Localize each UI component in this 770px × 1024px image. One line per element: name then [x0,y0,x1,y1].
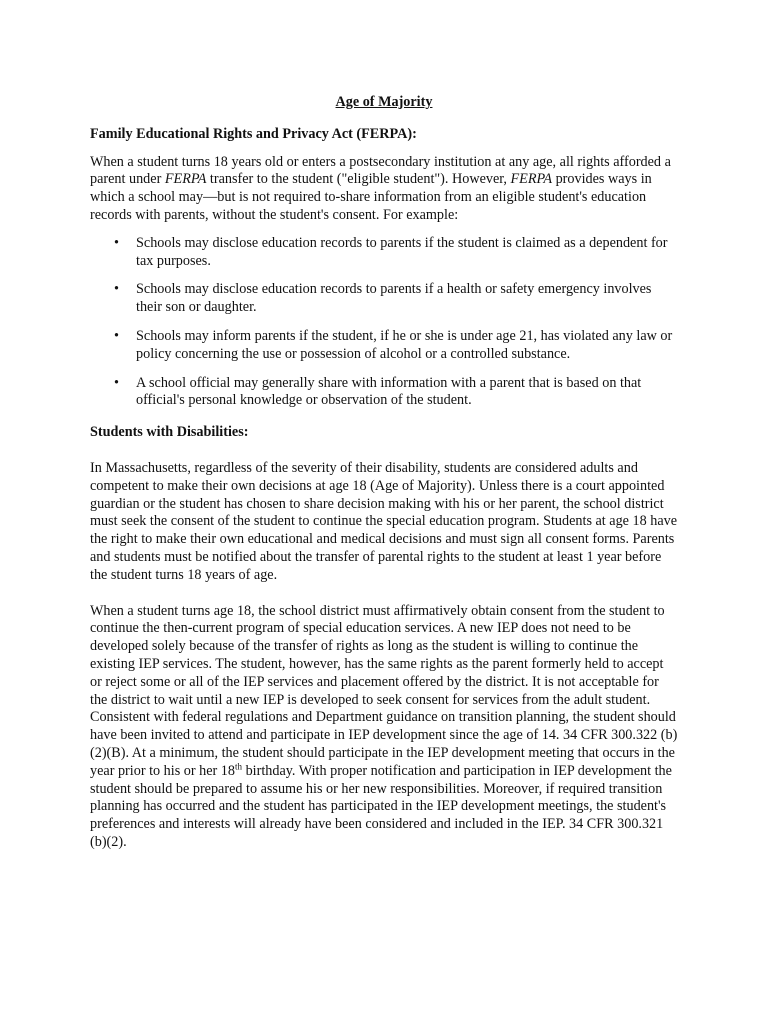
ferpa-intro-paragraph [90,154,678,225]
ferpa-heading: Family Educational Rights and Privacy Act (FERPA): [90,125,417,142]
ferpa-intro-emphasis-1: FERPA [164,171,207,188]
disabilities-paragraph-2 [90,603,678,852]
list-item: • Schools may disclose education records to parents if the student is claimed as a dependent for tax purposes. [136,235,678,271]
list-item: • Schools may inform parents if the student, if he or she is under age 21, has violated any law or policy concerning the use or possession of alcohol or a controlled substance. [136,328,678,364]
ordinal-superscript: th [235,760,243,771]
list-item: • Schools may disclose education records to parents if a health or safety emergency involves their son or daughter. [136,281,678,317]
ferpa-bullet-list [90,235,678,410]
disabilities-paragraph-1: In Massachusetts, regardless of the severity of their disability, students are considered adults and competent to make their own decisions at age 18 (Age of Majority). Unless there is a court appointed guardian or the student has chosen to share decision making with his or her parent, the school district must seek the consent of the student to continue the special education program. Students at age 18 have the right to make their own educational and medical decisions and must sign all consent forms. Parents and students must be notified about the transfer of parental rights to the student at least 1 year before the student turns 18 years of age. [90,459,678,583]
disabilities-heading: Students with Disabilities: [90,424,249,441]
document-title: Age of Majority [335,94,433,110]
list-item: • A school official may generally share with information with a parent that is based on that official's personal knowledge or observation of the student. [136,375,678,411]
ferpa-intro-text-1: When a student turns 18 years old or enters a postsecondary institution at any age, all rights afforded a parent under [90,153,671,188]
disabilities-paragraph-2-text-1: When a student turns age 18, the school district must affirmatively obtain consent from the student to continue the then-current program of special education services. A new IEP does not need to be developed solely because of the transfer of rights as long as the student is willing to continue the existing IEP services. The student, however, has the same rights as the parent formerly held to accept or reject some or all of the IEP services and placement offered by the district. It is not acceptable for the district to wait until a new IEP is developed to seek consent for services from the adult student. Consistent with federal regulations and Department guidance on transition planning, the student should have been invited to attend and participate in IEP development since the age of 14. 34 CFR 300.322 (b)(2)(B). At a minimum, the student should participate in the IEP development meeting that occurs in the year prior to his or her 18 [90,602,678,779]
ferpa-intro-emphasis-2: FERPA [510,171,553,188]
document-page [90,94,678,870]
ferpa-intro-text-2: transfer to the student ("eligible student"). However, [206,171,511,188]
ferpa-intro-text-3: provides ways in which a school may—but is not required to-share information from an eligible student's education records with parents, without the student's consent. For example: [90,171,652,223]
disabilities-paragraph-2-text-2: birthday. With proper notification and participation in IEP development the student should be prepared to assume his or her new responsibilities. Moreover, if required transition planning has occurred and the student has participated in the IEP development meetings, the student's preferences and interests will already have been considered and included in the IEP. 34 CFR 300.321 (b)(2). [90,762,672,850]
